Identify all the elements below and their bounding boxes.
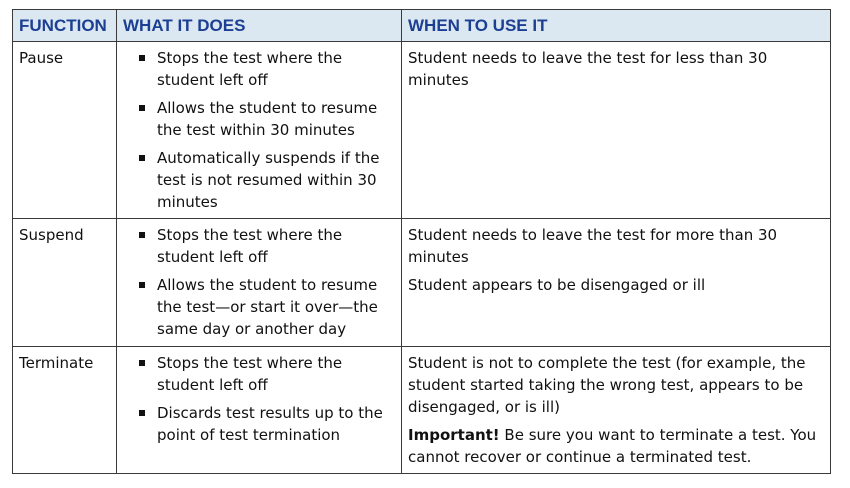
function-name: Terminate [13, 347, 117, 474]
when-to-use-cell [402, 347, 831, 474]
header-when-to-use-it: WHEN TO USE IT [402, 10, 831, 42]
list-item-text: Stops the test where the student left off [157, 354, 343, 394]
list-item-text: Stops the test where the student left off [157, 49, 343, 89]
important-label: Important! [408, 426, 500, 444]
bullet-icon [139, 410, 145, 416]
list-item [123, 274, 395, 340]
when-to-use-cell [402, 42, 831, 219]
list-item [123, 402, 395, 446]
table-row [13, 347, 831, 474]
test-functions-table [12, 9, 831, 474]
what-it-does-cell [117, 42, 402, 219]
bullet-list [123, 224, 395, 340]
when-text: Student needs to leave the test for more than 30 minutes [408, 226, 778, 266]
when-text: Student appears to be disengaged or ill [408, 276, 706, 294]
list-item-text: Automatically suspends if the test is not resumed within 30 minutes [157, 149, 380, 211]
important-note [408, 424, 824, 468]
table-row [13, 219, 831, 347]
bullet-list [123, 352, 395, 446]
list-item-text: Discards test results up to the point of test termination [157, 404, 383, 444]
list-item-text: Stops the test where the student left off [157, 226, 343, 266]
when-to-use-cell [402, 219, 831, 347]
important-text: Be sure you want to terminate a test. You cannot recover or continue a terminated test. [408, 426, 817, 466]
function-name: Pause [13, 42, 117, 219]
list-item [123, 97, 395, 141]
list-item [123, 224, 395, 268]
function-name: Suspend [13, 219, 117, 347]
bullet-icon [139, 360, 145, 366]
table-header-row [13, 10, 831, 42]
list-item [123, 352, 395, 396]
list-item [123, 147, 395, 213]
bullet-icon [139, 55, 145, 61]
bullet-list [123, 47, 395, 213]
bullet-icon [139, 282, 145, 288]
table-row [13, 42, 831, 219]
list-item-text: Allows the student to resume the test within 30 minutes [157, 99, 378, 139]
header-function: FUNCTION [13, 10, 117, 42]
list-item-text: Allows the student to resume the test—or start it over—the same day or another day [157, 276, 378, 338]
header-what-it-does: WHAT IT DOES [117, 10, 402, 42]
bullet-icon [139, 105, 145, 111]
bullet-icon [139, 155, 145, 161]
what-it-does-cell [117, 219, 402, 347]
bullet-icon [139, 232, 145, 238]
what-it-does-cell [117, 347, 402, 474]
list-item [123, 47, 395, 91]
when-text: Student is not to complete the test (for example, the student started taking the wrong test, appears to be disengaged, or is ill) [408, 354, 806, 416]
when-text: Student needs to leave the test for less than 30 minutes [408, 49, 768, 89]
